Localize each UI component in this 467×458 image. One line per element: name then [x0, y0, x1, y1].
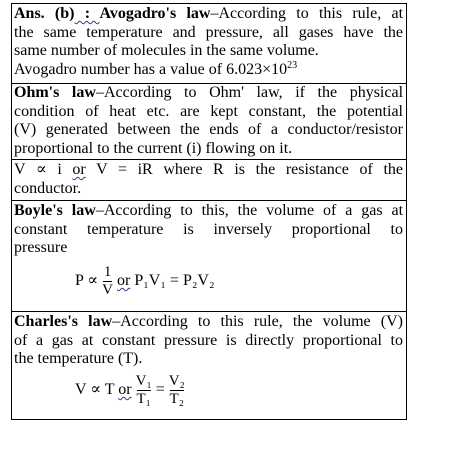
charles-fraction-1 — [136, 373, 152, 408]
charles-formula-or: or — [118, 381, 132, 399]
avogadro-line-1-text: –According to this rule, at — [210, 5, 404, 22]
ohm-title: Ohm's law — [14, 84, 96, 101]
ohm-line-6: conductor. — [14, 179, 82, 197]
charles-line-3: the temperature (T). — [14, 350, 143, 367]
divider-3 — [12, 200, 406, 201]
boyle-formula-p: P ∝ — [75, 272, 99, 290]
ohm-formula-line — [14, 161, 403, 180]
boyle-section — [14, 202, 403, 258]
charles-formula-left: V ∝ T — [75, 381, 115, 399]
ohm-formula-a: V ∝ i — [14, 161, 62, 178]
boyle-fraction-denominator: V — [102, 282, 113, 298]
charles-section — [14, 313, 403, 369]
divider-4 — [12, 311, 406, 312]
ohm-formula-or: or — [72, 161, 86, 178]
ohm-line-1 — [14, 84, 403, 103]
boyle-line-1 — [14, 202, 403, 221]
answer-colon: : — [74, 5, 100, 22]
boyle-line-3: pressure — [14, 239, 68, 256]
avogadro-title: Avogadro's law — [99, 5, 211, 22]
ohm-formula-b: V = iR where R is the resistance of the — [85, 161, 404, 178]
charles-fraction-1-denominator: T₁ — [136, 391, 151, 407]
answer-box — [11, 3, 407, 420]
ohm-line-3: (V) generated between the ends of a conductor/resistor — [14, 121, 403, 138]
charles-fraction-2-denominator: T₂ — [169, 391, 184, 407]
boyle-formula-rest: P₁V₁ = P₂V₂ — [130, 272, 215, 290]
charles-fraction-1-numerator: V₁ — [135, 373, 152, 389]
answer-prefix: Ans. (b) — [14, 5, 75, 22]
boyle-formula-or: or — [116, 272, 131, 290]
boyle-line-2: constant temperature is inversely proportional to — [14, 220, 403, 238]
boyle-formula — [75, 264, 215, 299]
boyle-fraction — [102, 264, 113, 299]
ohm-section — [14, 84, 403, 158]
avogadro-line-1 — [14, 5, 403, 24]
divider-2 — [12, 159, 406, 160]
charles-line-1-text: –According to this rule, the volume (V) — [112, 313, 404, 330]
avogadro-number-line — [14, 61, 403, 82]
ohm-line-2: condition of heat etc. are kept constant, the potential — [14, 102, 403, 120]
avogadro-number-text: Avogadro number has a value of 6.023×10 — [14, 60, 288, 78]
avogadro-section — [14, 5, 403, 81]
charles-title: Charles's law — [14, 313, 113, 330]
charles-line-1 — [14, 313, 403, 332]
charles-line-2: of a gas at constant pressure is directly proportional to — [14, 331, 403, 349]
ohm-formula-section — [14, 161, 403, 198]
avogadro-line-3: same number of molecules in the same volume. — [14, 42, 319, 59]
ohm-line-1-text: –According to Ohm' law, if the physical — [95, 84, 404, 101]
ohm-line-4: proportional to the current (i) flowing on it. — [14, 139, 293, 157]
charles-formula-equals: = — [155, 381, 165, 399]
charles-formula — [75, 373, 185, 408]
charles-fraction-2 — [169, 373, 185, 408]
avogadro-line-2: the same temperature and pressure, all gases have the — [14, 23, 403, 41]
boyle-title: Boyle's law — [14, 202, 96, 219]
charles-fraction-2-numerator: V₂ — [168, 373, 185, 389]
avogadro-number-exponent: 23 — [287, 59, 298, 71]
boyle-fraction-numerator: 1 — [103, 264, 112, 280]
boyle-line-1-text: –According to this, the volume of a gas at — [95, 202, 404, 219]
